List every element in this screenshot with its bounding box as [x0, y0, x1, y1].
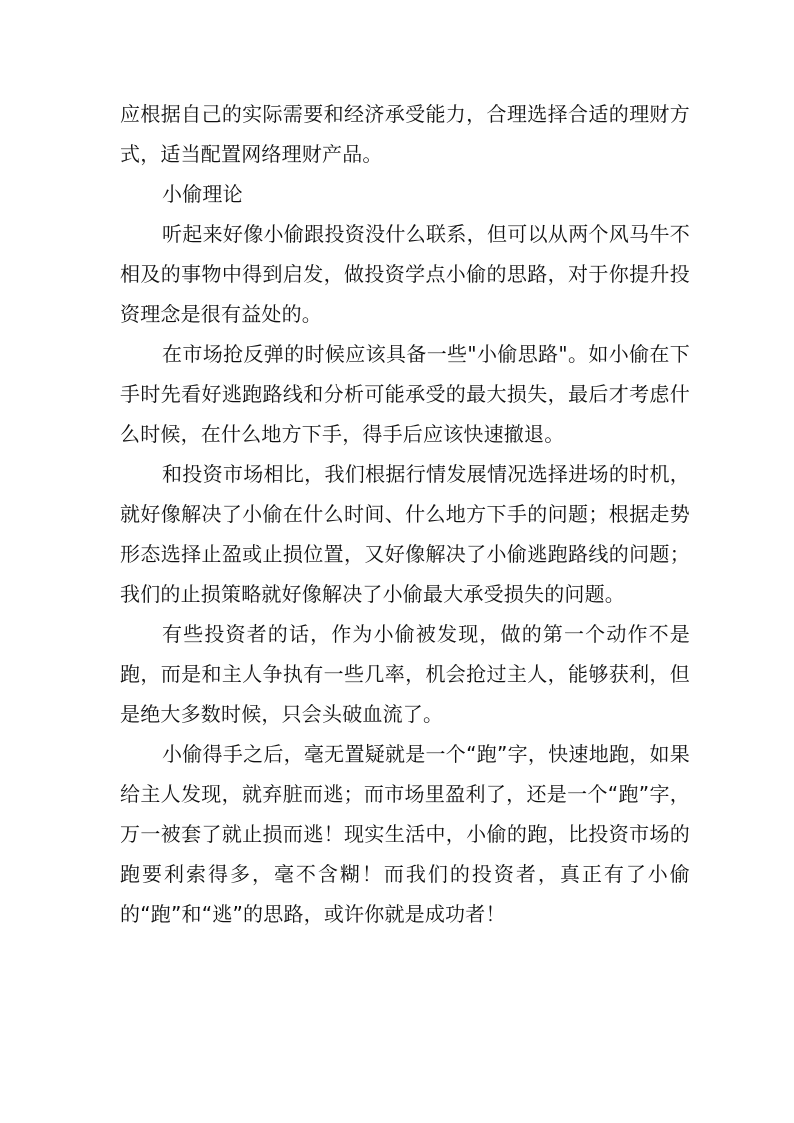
paragraph-continuation: 应根据自己的实际需要和经济承受能力，合理选择合适的理财方式，适当配置网络理财产品。 — [120, 102, 690, 166]
paragraph-investor-behavior: 有些投资者的话，作为小偷被发现，做的第一个动作不是跑，而是和主人争执有一些几率，机会抢过主人，能够获利，但是绝大多数时候，只会头破血流了。 — [120, 622, 690, 726]
paragraph-run-strategy: 小偷得手之后，毫无置疑就是一个“跑”字，快速地跑，如果给主人发现，就弃脏而逃；而市场里盈利了，还是一个“跑”字，万一被套了就止损而逃！现实生活中，小偷的跑，比投资市场的跑要利索得多，毫不含糊！而我们的投资者，真正有了小偷的“跑”和“逃”的思路，或许你就是成功者！ — [120, 742, 690, 926]
paragraph-intro: 听起来好像小偷跟投资没什么联系，但可以从两个风马牛不相及的事物中得到启发，做投资学点小偷的思路，对于你提升投资理念是很有益处的。 — [120, 222, 690, 326]
paragraph-thief-thinking: 在市场抢反弹的时候应该具备一些"小偷思路"。如小偷在下手时先看好逃跑路线和分析可能承受的最大损失，最后才考虑什么时候，在什么地方下手，得手后应该快速撤退。 — [120, 342, 690, 446]
section-heading: 小偷理论 — [162, 182, 243, 206]
body-text — [120, 94, 690, 934]
paragraph-market-comparison: 和投资市场相比，我们根据行情发展情况选择进场的时机，就好像解决了小偷在什么时间、什么地方下手的问题；根据走势形态选择止盈或止损位置，又好像解决了小偷逃跑路线的问题；我们的止损策略就好像解决了小偷最大承受损失的问题。 — [120, 462, 690, 606]
